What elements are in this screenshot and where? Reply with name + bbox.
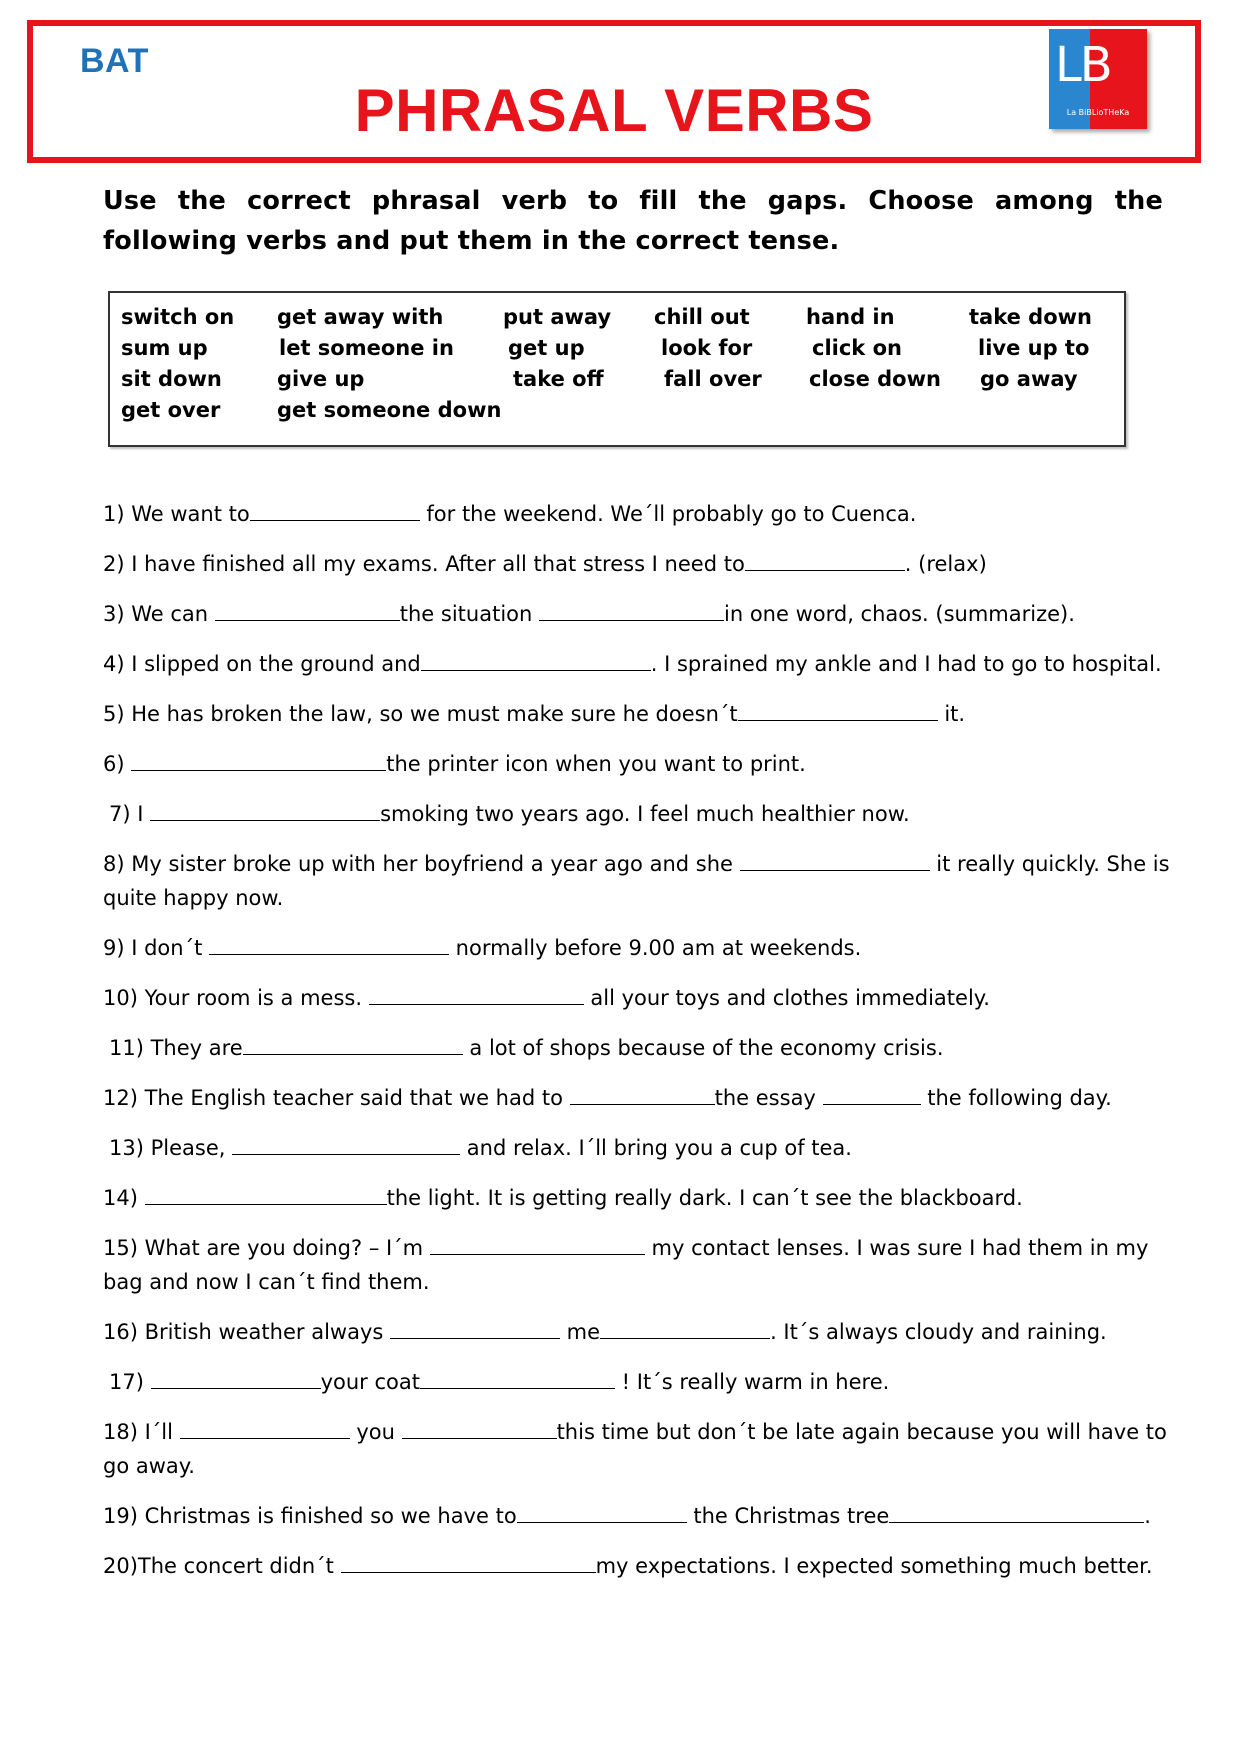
answer-blank[interactable] xyxy=(402,1420,557,1439)
question-number: 8) xyxy=(103,852,132,876)
question-text: I xyxy=(137,802,151,826)
answer-blank[interactable] xyxy=(369,986,584,1005)
answer-blank[interactable] xyxy=(151,1370,321,1389)
answer-blank[interactable] xyxy=(738,702,938,721)
question-number: 11) xyxy=(109,1036,151,1060)
question-number: 20) xyxy=(103,1554,138,1578)
level-label: BAT xyxy=(80,42,149,80)
answer-blank[interactable] xyxy=(243,1036,463,1055)
question-number: 6) xyxy=(103,752,132,776)
question-text: the situation xyxy=(399,602,539,626)
answer-blank[interactable] xyxy=(215,602,400,621)
question-item xyxy=(103,547,1183,581)
question-number: 18) xyxy=(103,1420,145,1444)
answer-blank[interactable] xyxy=(740,852,930,871)
question-text: the Christmas tree xyxy=(686,1504,890,1528)
question-text: I slipped on the ground and xyxy=(131,652,421,676)
question-item xyxy=(103,847,1183,915)
question-text: in one word, chaos. (summarize). xyxy=(724,602,1075,626)
question-item xyxy=(103,981,1183,1015)
answer-blank[interactable] xyxy=(421,652,651,671)
question-continuation: go away. xyxy=(103,1454,195,1478)
question-text: the printer icon when you want to print. xyxy=(386,752,806,776)
question-item xyxy=(103,1415,1183,1483)
question-text: I have finished all my exams. After all that stress I need to xyxy=(131,552,745,576)
question-number: 15) xyxy=(103,1236,145,1260)
answer-blank[interactable] xyxy=(517,1504,687,1523)
question-text: I´ll xyxy=(144,1420,180,1444)
question-text: it really quickly. She is xyxy=(929,852,1170,876)
answer-blank[interactable] xyxy=(341,1554,596,1573)
question-text: We want to xyxy=(131,502,250,526)
question-text: me xyxy=(560,1320,601,1344)
word-bank xyxy=(108,291,1126,447)
question-text: . xyxy=(1144,1504,1151,1528)
question-number: 7) xyxy=(109,802,138,826)
question-item xyxy=(103,1231,1183,1299)
answer-blank[interactable] xyxy=(600,1320,770,1339)
question-item xyxy=(103,1365,1189,1399)
question-number: 16) xyxy=(103,1320,145,1344)
question-item xyxy=(103,797,1189,831)
word-bank-item: hand in xyxy=(806,305,895,329)
answer-blank[interactable] xyxy=(209,936,449,955)
question-text: Please, xyxy=(150,1136,233,1160)
question-text: He has broken the law, so we must make sure he doesn´t xyxy=(131,702,738,726)
word-bank-item: get over xyxy=(121,398,221,422)
word-bank-item: give up xyxy=(277,367,365,391)
question-text: the essay xyxy=(714,1086,823,1110)
question-text: . It´s always cloudy and raining. xyxy=(770,1320,1107,1344)
question-text: all your toys and clothes immediately. xyxy=(583,986,990,1010)
question-text: . (relax) xyxy=(904,552,987,576)
word-bank-item: click on xyxy=(812,336,902,360)
question-text: for the weekend. We´ll probably go to Cuenca. xyxy=(419,502,917,526)
question-text: Your room is a mess. xyxy=(144,986,369,1010)
question-text: ! It´s really warm in here. xyxy=(615,1370,890,1394)
header-box xyxy=(27,20,1201,163)
question-number: 17) xyxy=(109,1370,151,1394)
question-number: 10) xyxy=(103,986,145,1010)
answer-blank[interactable] xyxy=(745,552,905,571)
answer-blank[interactable] xyxy=(823,1086,921,1105)
question-text: I don´t xyxy=(131,936,209,960)
question-continuation: quite happy now. xyxy=(103,886,284,910)
question-text: The concert didn´t xyxy=(137,1554,341,1578)
word-bank-item: go away xyxy=(980,367,1078,391)
answer-blank[interactable] xyxy=(420,1370,615,1389)
question-text: What are you doing? – I´m xyxy=(144,1236,430,1260)
question-item xyxy=(103,697,1183,731)
question-item xyxy=(103,1315,1183,1349)
word-bank-item: switch on xyxy=(121,305,235,329)
question-text: My sister broke up with her boyfriend a year ago and she xyxy=(131,852,740,876)
instructions: Use the correct phrasal verb to fill the gaps. Choose among the following verbs and put them in the correct tense. xyxy=(103,186,1163,256)
answer-blank[interactable] xyxy=(145,1186,387,1205)
question-item xyxy=(103,747,1183,781)
question-text: Christmas is finished so we have to xyxy=(144,1504,517,1528)
question-text: you xyxy=(349,1420,402,1444)
word-bank-item: sum up xyxy=(121,336,208,360)
question-number: 19) xyxy=(103,1504,145,1528)
question-number: 9) xyxy=(103,936,132,960)
answer-blank[interactable] xyxy=(232,1136,460,1155)
question-text: smoking two years ago. I feel much healthier now. xyxy=(380,802,910,826)
question-item xyxy=(103,1499,1183,1533)
answer-blank[interactable] xyxy=(889,1504,1144,1523)
word-bank-item: live up to xyxy=(978,336,1090,360)
word-bank-item: look for xyxy=(661,336,753,360)
answer-blank[interactable] xyxy=(250,502,420,521)
question-number: 4) xyxy=(103,652,132,676)
question-text: and relax. I´ll bring you a cup of tea. xyxy=(460,1136,852,1160)
answer-blank[interactable] xyxy=(180,1420,350,1439)
word-bank-item: get up xyxy=(508,336,585,360)
question-text: the light. It is getting really dark. I can´t see the blackboard. xyxy=(386,1186,1023,1210)
question-item xyxy=(103,1081,1183,1115)
question-text: . I sprained my ankle and I had to go to hospital. xyxy=(650,652,1162,676)
answer-blank[interactable] xyxy=(430,1236,645,1255)
answer-blank[interactable] xyxy=(539,602,724,621)
question-number: 3) xyxy=(103,602,132,626)
word-bank-item: take off xyxy=(513,367,604,391)
question-text: British weather always xyxy=(144,1320,390,1344)
word-bank-item: chill out xyxy=(654,305,750,329)
question-text: normally before 9.00 am at weekends. xyxy=(449,936,862,960)
word-bank-item: get away with xyxy=(277,305,444,329)
question-number: 1) xyxy=(103,502,132,526)
question-item xyxy=(103,1031,1189,1065)
question-text: my contact lenses. I was sure I had them in my xyxy=(644,1236,1149,1260)
answer-blank[interactable] xyxy=(150,802,380,821)
answer-blank[interactable] xyxy=(131,752,386,771)
question-number: 12) xyxy=(103,1086,145,1110)
question-item xyxy=(103,647,1183,681)
la-bibliotheka-logo xyxy=(1049,29,1147,129)
question-item xyxy=(103,1181,1183,1215)
word-bank-item: let someone in xyxy=(279,336,454,360)
question-item xyxy=(103,1549,1183,1583)
question-number: 5) xyxy=(103,702,132,726)
question-text: They are xyxy=(150,1036,243,1060)
answer-blank[interactable] xyxy=(390,1320,560,1339)
logo-subtitle: La BiBLioTHeKa xyxy=(1066,108,1130,117)
word-bank-item: take down xyxy=(969,305,1092,329)
word-bank-item: get someone down xyxy=(277,398,502,422)
question-item xyxy=(103,597,1183,631)
question-item xyxy=(103,1131,1189,1165)
logo-letters: LB xyxy=(1055,37,1111,93)
question-text: The English teacher said that we had to xyxy=(144,1086,570,1110)
word-bank-item: put away xyxy=(503,305,612,329)
page-title: PHRASAL VERBS xyxy=(354,77,874,144)
question-number: 13) xyxy=(109,1136,151,1160)
question-text: your coat xyxy=(320,1370,420,1394)
question-item xyxy=(103,497,1183,531)
question-text: We can xyxy=(131,602,215,626)
question-item xyxy=(103,931,1183,965)
question-text: my expectations. I expected something much better. xyxy=(595,1554,1153,1578)
question-number: 14) xyxy=(103,1186,145,1210)
word-bank-item: fall over xyxy=(664,367,762,391)
word-bank-item: close down xyxy=(809,367,941,391)
question-text: the following day. xyxy=(920,1086,1112,1110)
question-text: a lot of shops because of the economy crisis. xyxy=(462,1036,944,1060)
question-text: this time but don´t be late again because you will have to xyxy=(556,1420,1167,1444)
question-continuation: bag and now I can´t find them. xyxy=(103,1270,430,1294)
question-number: 2) xyxy=(103,552,132,576)
answer-blank[interactable] xyxy=(570,1086,715,1105)
word-bank-item: sit down xyxy=(121,367,222,391)
question-text: it. xyxy=(937,702,966,726)
